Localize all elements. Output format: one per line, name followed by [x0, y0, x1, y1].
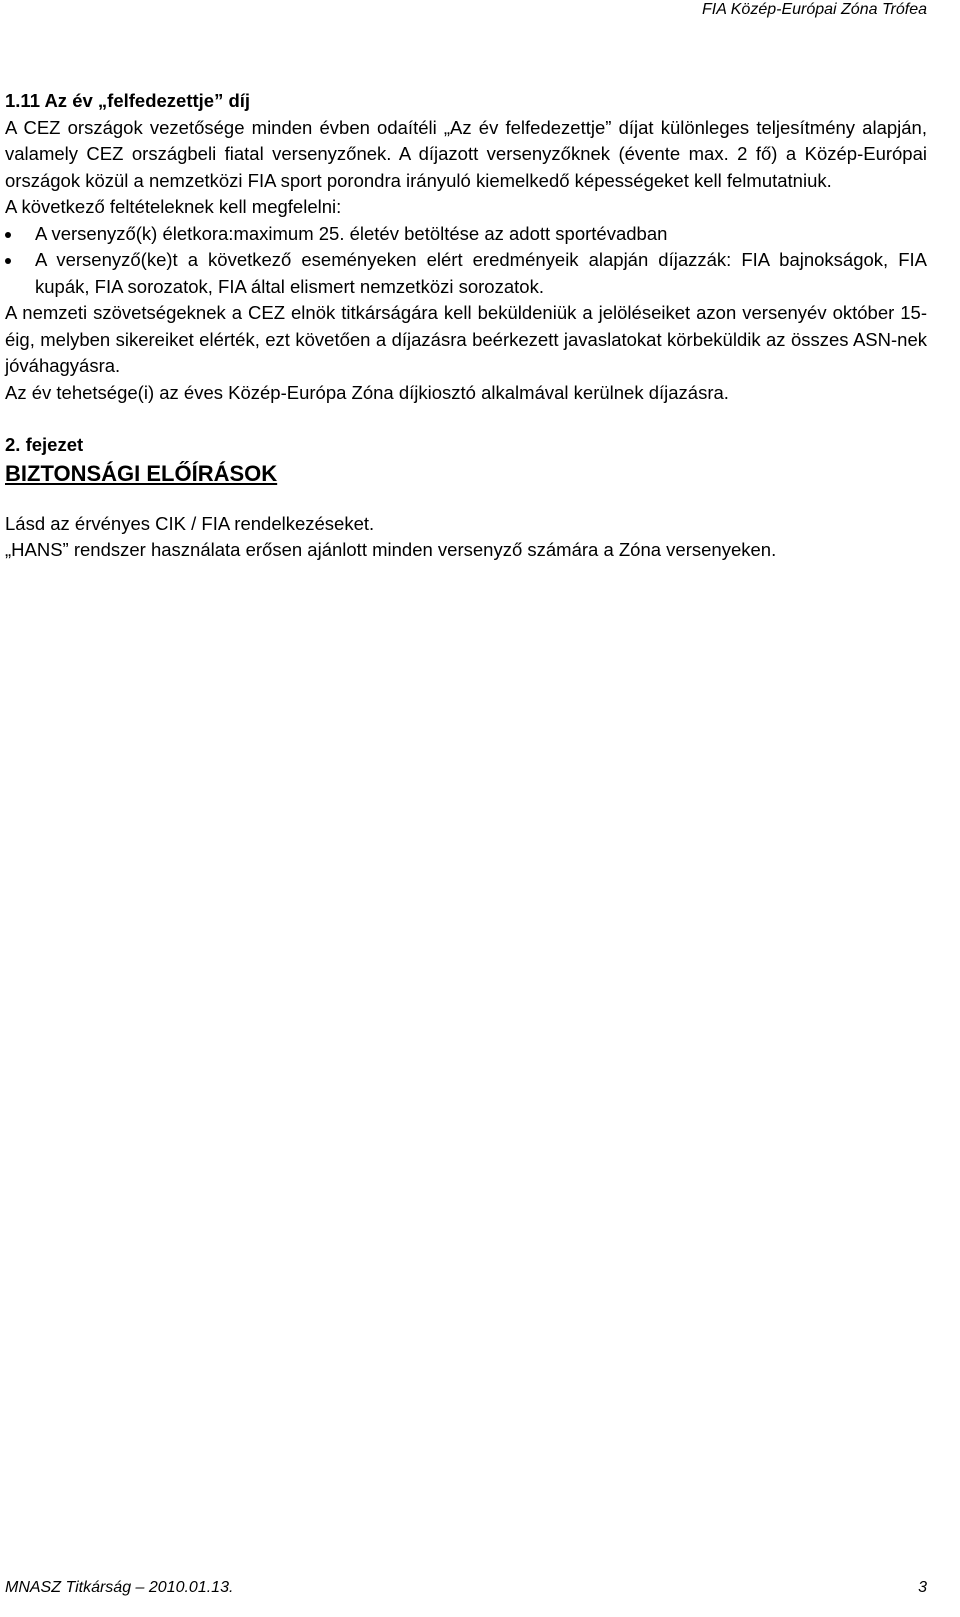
list-item-text: A versenyző(ke)t a következő eseményeken elért eredményeik alapján díjazzák: FIA bajnokságok, FIA kupák, FIA sorozatok, FIA által elismert nemzetközi sorozatok. [35, 249, 927, 297]
section-heading: 1.11 Az év „felfedezettje” díj [5, 90, 251, 111]
page-header-title: FIA Közép-Európai Zóna Trófea [702, 1, 927, 18]
bullet-icon [5, 258, 11, 264]
page-footer-text: MNASZ Titkárság – 2010.01.13. [5, 1579, 234, 1596]
list-item [5, 221, 927, 248]
bullet-icon [5, 232, 11, 238]
chapter-paragraph-hans: „HANS” rendszer használata erősen ajánlott minden versenyző számára a Zóna versenyeken. [5, 539, 777, 560]
conditions-intro: A következő feltételeknek kell megfelelni: [5, 196, 342, 217]
section-paragraph-nominations: A nemzeti szövetségeknek a CEZ elnök titkárságára kell beküldeniük a jelöléseiket azon versenyév október 15-éig, melyben sikereiket elérték, ezt követően a díjazásra beérkezett javaslatokat körbeküldik az összes ASN-nek jóváhagyásra. [5, 302, 927, 376]
list-item [5, 247, 927, 300]
list-item-text: A versenyző(k) életkora:maximum 25. életév betöltése az adott sportévadban [35, 222, 668, 244]
conditions-list [5, 221, 927, 301]
page-number: 3 [918, 1579, 927, 1596]
chapter-title: BIZTONSÁGI ELŐÍRÁSOK [5, 460, 278, 486]
chapter-number: 2. fejezet [5, 434, 84, 455]
section-paragraph-awards: Az év tehetsége(i) az éves Közép-Európa Zóna díjkiosztó alkalmával kerülnek díjazásra. [5, 381, 729, 403]
document-body [5, 88, 927, 564]
chapter-paragraph-reference: Lásd az érvényes CIK / FIA rendelkezéseket. [5, 512, 375, 534]
section-paragraph-intro: A CEZ országok vezetősége minden évben odaítéli „Az év felfedezettje” díjat különleges teljesítmény alapján, valamely CEZ országbeli fiatal versenyzőnek. A díjazott versenyzőknek (évente max. 2 fő) a Közép-Európai országok közül a nemzetközi FIA sport porondra irányuló kiemelkedő képességeket kell felmutatniuk. [5, 116, 927, 191]
